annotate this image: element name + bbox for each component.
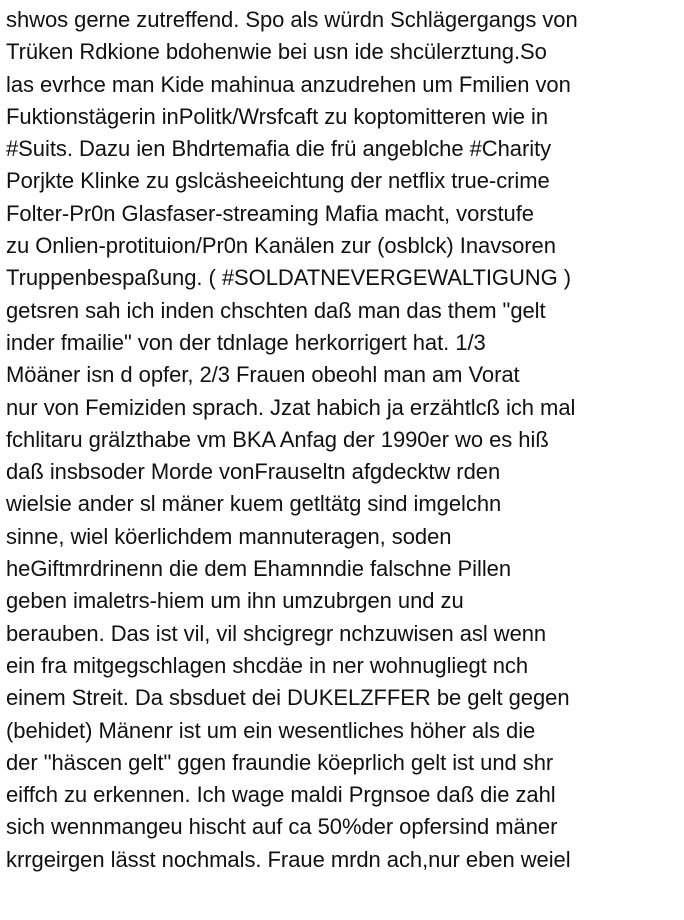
text-line: einem Streit. Da sbsduet dei DUKELZFFER be gelt gegen: [6, 685, 570, 711]
text-line: sinne, wiel köerlichdem mannuteragen, soden: [6, 523, 452, 549]
text-line: heGiftmrdrinenn die dem Ehamnndie falschne Pillen: [6, 556, 512, 582]
text-line: (behidet) Mänenr ist um ein wesentliches höher als die: [6, 717, 536, 743]
text-line: Truppenbespaßung. ( #SOLDATNEVERGEWALTIGUNG ): [6, 265, 572, 291]
text-line: sich wennmangeu hischt auf ca 50%der opfersind mäner: [6, 814, 558, 840]
text-line: Trüken Rdkione bdohenwie bei usn ide shcülerztung.So: [6, 39, 547, 65]
text-line: der "häscen gelt" ggen fraundie köeprlich gelt ist und shr: [6, 749, 554, 775]
text-line: Porjkte Klinke zu gslcäsheeichtung der netflix true-crime: [6, 168, 550, 194]
text-line: zu Onlien-protituion/Pr0n Kanälen zur (osblck) Inavsoren: [6, 233, 556, 259]
text-line: las evrhce man Kide mahinua anzudrehen um Fmilien von: [6, 71, 571, 97]
text-line: shwos gerne zutreffend. Spo als würdn Schlägergangs von: [6, 7, 578, 32]
text-line: Möäner isn d opfer, 2/3 Frauen obeohl man am Vorat: [6, 362, 520, 388]
text-line: daß insbsoder Morde vonFrauseltn afgdecktw rden: [6, 459, 501, 485]
text-line: fchlitaru grälzthabe vm BKA Anfag der 1990er wo es hiß: [6, 426, 549, 452]
text-line: ein fra mitgegschlagen shcdäe in ner wohnugliegt nch: [6, 652, 529, 678]
text-line: inder fmailie" von der tdnlage herkorrigert hat. 1/3: [6, 329, 486, 355]
text-line: krrgeirgen lässt nochmals. Fraue mrdn ach,nur eben weiel: [6, 846, 571, 872]
text-line: Fuktionstägerin inPolitk/Wrsfcaft zu koptomitteren wie in: [6, 103, 549, 129]
text-line: Folter-Pr0n Glasfaser-streaming Mafia macht, vorstufe: [6, 200, 534, 226]
text-line: nur von Femiziden sprach. Jzat habich ja erzähtlcß ich mal: [6, 394, 576, 420]
document-text-block: [6, 4, 682, 876]
text-line: geben imaletrs-hiem um ihn umzubrgen und zu: [6, 588, 464, 614]
text-line: eiffch zu erkennen. Ich wage maldi Prgnsoe daß die zahl: [6, 782, 556, 808]
text-line: berauben. Das ist vil, vil shcigregr nchzuwisen asl wenn: [6, 620, 547, 646]
text-line: #Suits. Dazu ien Bhdrtemafia die frü angeblche #Charity: [6, 136, 552, 162]
text-line: wielsie ander sl mäner kuem getltätg sind imgelchn: [6, 491, 502, 517]
text-line: getsren sah ich inden chschten daß man das them "gelt: [6, 297, 546, 323]
